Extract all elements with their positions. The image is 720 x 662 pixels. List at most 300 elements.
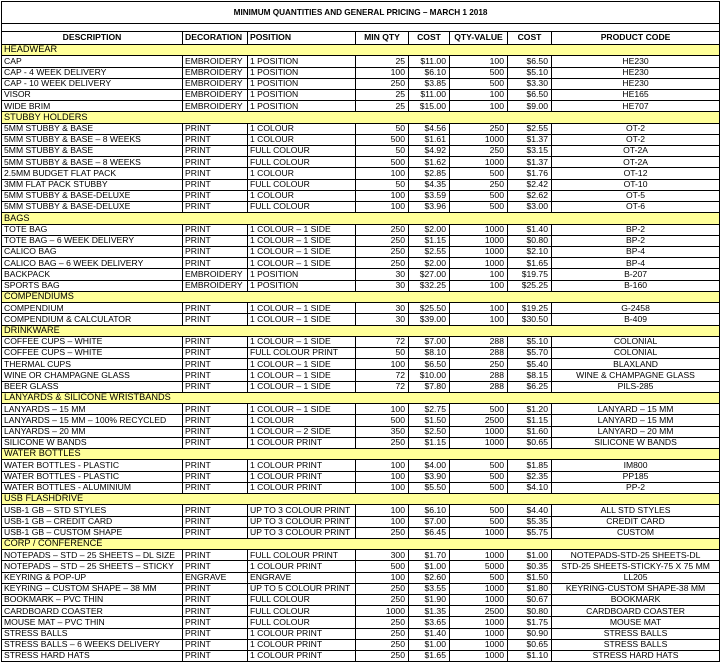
cell-product-code: IM800 xyxy=(552,460,720,471)
cell-product-code: BP-4 xyxy=(552,246,720,257)
cell-cost-2: $1.76 xyxy=(508,168,552,179)
cell-cost-2: $6.50 xyxy=(508,89,552,100)
cell-cost-2: $5.40 xyxy=(508,359,552,370)
cell-qty-value: 1000 xyxy=(450,224,508,235)
cell-cost-2: $19.25 xyxy=(508,303,552,314)
section-row xyxy=(2,448,720,459)
cell-cost-2: $5.10 xyxy=(508,67,552,78)
cell-cost-2: $0.65 xyxy=(508,639,552,650)
table-row xyxy=(2,348,720,359)
cell-qty-value: 2500 xyxy=(450,606,508,617)
cell-decoration: PRINT xyxy=(183,505,248,516)
cell-product-code: LANYARD – 20 MM xyxy=(552,426,720,437)
section-row xyxy=(2,325,720,336)
cell-product-code: NOTEPADS-STD-25 SHEETS-DL xyxy=(552,550,720,561)
header-qty-value: QTY-VALUE xyxy=(450,32,508,45)
cell-product-code: B-160 xyxy=(552,280,720,291)
cell-decoration: PRINT xyxy=(183,235,248,246)
cell-cost: $3.85 xyxy=(409,78,450,89)
cell-position: UP TO 3 COLOUR PRINT xyxy=(248,516,356,527)
cell-position: 1 POSITION xyxy=(248,67,356,78)
cell-product-code: STRESS BALLS xyxy=(552,628,720,639)
cell-decoration: PRINT xyxy=(183,639,248,650)
cell-decoration: PRINT xyxy=(183,179,248,190)
cell-cost-2: $0.80 xyxy=(508,606,552,617)
cell-position: FULL COLOUR xyxy=(248,595,356,606)
cell-cost: $1.50 xyxy=(409,415,450,426)
cell-min-qty: 100 xyxy=(356,359,409,370)
cell-product-code: HE230 xyxy=(552,56,720,67)
cell-product-code: OT-2 xyxy=(552,134,720,145)
cell-position: 1 COLOUR PRINT xyxy=(248,471,356,482)
cell-cost: $8.10 xyxy=(409,348,450,359)
cell-min-qty: 250 xyxy=(356,628,409,639)
cell-position: 1 COLOUR PRINT xyxy=(248,628,356,639)
cell-decoration: PRINT xyxy=(183,123,248,134)
cell-product-code: STRESS BALLS xyxy=(552,639,720,650)
cell-qty-value: 1000 xyxy=(450,134,508,145)
cell-min-qty: 250 xyxy=(356,617,409,628)
cell-description: 3MM FLAT PACK STUBBY xyxy=(2,179,183,190)
cell-cost-2: $1.75 xyxy=(508,617,552,628)
table-row xyxy=(2,650,720,661)
cell-min-qty: 100 xyxy=(356,572,409,583)
cell-qty-value: 500 xyxy=(450,482,508,493)
title-row xyxy=(2,2,720,24)
cell-position: 1 COLOUR xyxy=(248,190,356,201)
cell-qty-value: 1000 xyxy=(450,157,508,168)
cell-cost: $7.00 xyxy=(409,336,450,347)
cell-decoration: PRINT xyxy=(183,314,248,325)
cell-cost: $4.56 xyxy=(409,123,450,134)
cell-qty-value: 500 xyxy=(450,78,508,89)
cell-decoration: EMBROIDERY xyxy=(183,78,248,89)
cell-decoration: PRINT xyxy=(183,595,248,606)
cell-cost-2: $5.75 xyxy=(508,527,552,538)
cell-decoration: PRINT xyxy=(183,617,248,628)
cell-cost: $1.65 xyxy=(409,650,450,661)
cell-description: 5MM STUBBY & BASE xyxy=(2,123,183,134)
cell-cost: $27.00 xyxy=(409,269,450,280)
cell-product-code: OT-12 xyxy=(552,168,720,179)
table-row xyxy=(2,572,720,583)
cell-decoration: PRINT xyxy=(183,628,248,639)
table-row xyxy=(2,561,720,572)
cell-product-code: BLAXLAND xyxy=(552,359,720,370)
cell-min-qty: 300 xyxy=(356,550,409,561)
cell-qty-value: 1000 xyxy=(450,437,508,448)
cell-decoration: PRINT xyxy=(183,190,248,201)
cell-decoration: PRINT xyxy=(183,258,248,269)
cell-cost: $7.00 xyxy=(409,516,450,527)
cell-min-qty: 72 xyxy=(356,336,409,347)
cell-description: 2.5MM BUDGET FLAT PACK xyxy=(2,168,183,179)
cell-qty-value: 1000 xyxy=(450,246,508,257)
cell-qty-value: 500 xyxy=(450,67,508,78)
cell-qty-value: 1000 xyxy=(450,595,508,606)
header-description: DESCRIPTION xyxy=(2,32,183,45)
cell-position: 1 COLOUR PRINT xyxy=(248,460,356,471)
cell-cost-2: $2.10 xyxy=(508,246,552,257)
cell-decoration: PRINT xyxy=(183,527,248,538)
cell-decoration: PRINT xyxy=(183,482,248,493)
section-row xyxy=(2,45,720,56)
cell-min-qty: 250 xyxy=(356,595,409,606)
cell-cost-2: $0.80 xyxy=(508,235,552,246)
cell-position: FULL COLOUR xyxy=(248,146,356,157)
cell-cost-2: $5.35 xyxy=(508,516,552,527)
cell-qty-value: 1000 xyxy=(450,650,508,661)
cell-cost-2: $3.30 xyxy=(508,78,552,89)
cell-decoration: PRINT xyxy=(183,303,248,314)
cell-qty-value: 250 xyxy=(450,123,508,134)
cell-qty-value: 2500 xyxy=(450,415,508,426)
cell-cost: $7.80 xyxy=(409,381,450,392)
cell-decoration: PRINT xyxy=(183,460,248,471)
cell-position: FULL COLOUR PRINT xyxy=(248,550,356,561)
cell-qty-value: 1000 xyxy=(450,426,508,437)
cell-cost-2: $1.37 xyxy=(508,134,552,145)
cell-description: WATER BOTTLES - PLASTIC xyxy=(2,471,183,482)
table-row xyxy=(2,370,720,381)
cell-product-code: HE230 xyxy=(552,67,720,78)
cell-position: 1 COLOUR – 1 SIDE xyxy=(248,246,356,257)
cell-position: 1 COLOUR – 1 SIDE xyxy=(248,404,356,415)
cell-cost-2: $0.90 xyxy=(508,628,552,639)
cell-position: 1 POSITION xyxy=(248,269,356,280)
cell-cost: $3.55 xyxy=(409,583,450,594)
cell-position: FULL COLOUR PRINT xyxy=(248,348,356,359)
cell-decoration: EMBROIDERY xyxy=(183,89,248,100)
section-title: CORP / CONFERENCE xyxy=(2,538,720,549)
table-row xyxy=(2,460,720,471)
cell-min-qty: 500 xyxy=(356,134,409,145)
section-title: LANYARDS & SILICONE WRISTBANDS xyxy=(2,392,720,403)
cell-cost-2: $2.35 xyxy=(508,471,552,482)
cell-description: SILICONE W BANDS xyxy=(2,437,183,448)
cell-position: FULL COLOUR xyxy=(248,179,356,190)
cell-description: USB-1 GB – STD STYLES xyxy=(2,505,183,516)
cell-product-code: OT-2A xyxy=(552,157,720,168)
table-row xyxy=(2,628,720,639)
cell-cost: $3.59 xyxy=(409,190,450,201)
section-title: WATER BOTTLES xyxy=(2,448,720,459)
cell-cost: $11.00 xyxy=(409,56,450,67)
cell-decoration: PRINT xyxy=(183,348,248,359)
cell-cost-2: $0.67 xyxy=(508,595,552,606)
cell-cost-2: $6.25 xyxy=(508,381,552,392)
cell-min-qty: 50 xyxy=(356,179,409,190)
cell-position: 1 COLOUR – 1 SIDE xyxy=(248,314,356,325)
table-row xyxy=(2,583,720,594)
cell-cost: $2.00 xyxy=(409,258,450,269)
cell-position: UP TO 3 COLOUR PRINT xyxy=(248,527,356,538)
cell-decoration: PRINT xyxy=(183,550,248,561)
cell-min-qty: 30 xyxy=(356,303,409,314)
cell-product-code: STRESS HARD HATS xyxy=(552,650,720,661)
cell-decoration: PRINT xyxy=(183,426,248,437)
cell-cost-2: $5.10 xyxy=(508,336,552,347)
cell-cost-2: $4.40 xyxy=(508,505,552,516)
section-row xyxy=(2,538,720,549)
cell-position: 1 COLOUR – 1 SIDE xyxy=(248,359,356,370)
cell-product-code: OT-2 xyxy=(552,123,720,134)
cell-qty-value: 250 xyxy=(450,179,508,190)
cell-position: 1 POSITION xyxy=(248,280,356,291)
cell-position: 1 COLOUR – 1 SIDE xyxy=(248,258,356,269)
cell-cost-2: $0.65 xyxy=(508,437,552,448)
cell-description: LANYARDS – 15 MM xyxy=(2,404,183,415)
header-row xyxy=(2,32,720,45)
cell-description: CAP xyxy=(2,56,183,67)
cell-description: STRESS BALLS – 6 WEEKS DELIVERY xyxy=(2,639,183,650)
cell-min-qty: 50 xyxy=(356,146,409,157)
cell-min-qty: 100 xyxy=(356,190,409,201)
cell-qty-value: 500 xyxy=(450,505,508,516)
cell-decoration: PRINT xyxy=(183,381,248,392)
cell-product-code: STD-25 SHEETS-STICKY-75 X 75 MM xyxy=(552,561,720,572)
table-row xyxy=(2,89,720,100)
cell-qty-value: 1000 xyxy=(450,583,508,594)
cell-product-code: HE230 xyxy=(552,78,720,89)
cell-decoration: PRINT xyxy=(183,246,248,257)
cell-min-qty: 100 xyxy=(356,516,409,527)
cell-qty-value: 288 xyxy=(450,370,508,381)
cell-cost: $25.50 xyxy=(409,303,450,314)
table-row xyxy=(2,303,720,314)
cell-product-code: SILICONE W BANDS xyxy=(552,437,720,448)
cell-description: WATER BOTTLES - PLASTIC xyxy=(2,460,183,471)
cell-qty-value: 100 xyxy=(450,56,508,67)
cell-decoration: PRINT xyxy=(183,404,248,415)
cell-description: BOOKMARK – PVC THIN xyxy=(2,595,183,606)
cell-product-code: HE707 xyxy=(552,101,720,112)
cell-cost-2: $6.50 xyxy=(508,56,552,67)
cell-product-code: COLONIAL xyxy=(552,336,720,347)
cell-cost: $3.96 xyxy=(409,202,450,213)
cell-description: CAP - 4 WEEK DELIVERY xyxy=(2,67,183,78)
cell-cost: $4.92 xyxy=(409,146,450,157)
cell-cost: $2.85 xyxy=(409,168,450,179)
header-min-qty: MIN QTY xyxy=(356,32,409,45)
cell-cost-2: $1.00 xyxy=(508,550,552,561)
table-row xyxy=(2,437,720,448)
cell-qty-value: 288 xyxy=(450,336,508,347)
cell-description: WINE OR CHAMPAGNE GLASS xyxy=(2,370,183,381)
cell-decoration: ENGRAVE xyxy=(183,572,248,583)
table-row xyxy=(2,404,720,415)
section-title: BAGS xyxy=(2,213,720,224)
cell-min-qty: 25 xyxy=(356,89,409,100)
section-row xyxy=(2,392,720,403)
cell-description: NOTEPADS – STD – 25 SHEETS – DL SIZE xyxy=(2,550,183,561)
cell-cost-2: $5.70 xyxy=(508,348,552,359)
cell-min-qty: 50 xyxy=(356,348,409,359)
cell-min-qty: 250 xyxy=(356,583,409,594)
cell-cost-2: $1.40 xyxy=(508,224,552,235)
cell-position: 1 POSITION xyxy=(248,78,356,89)
cell-product-code: PILS-285 xyxy=(552,381,720,392)
cell-position: 1 COLOUR – 2 SIDE xyxy=(248,426,356,437)
table-row xyxy=(2,235,720,246)
cell-cost: $2.75 xyxy=(409,404,450,415)
table-row xyxy=(2,359,720,370)
cell-min-qty: 30 xyxy=(356,269,409,280)
table-row xyxy=(2,56,720,67)
table-row xyxy=(2,527,720,538)
cell-decoration: EMBROIDERY xyxy=(183,101,248,112)
section-row xyxy=(2,112,720,123)
cell-decoration: PRINT xyxy=(183,650,248,661)
cell-min-qty: 250 xyxy=(356,639,409,650)
table-row xyxy=(2,269,720,280)
cell-product-code: MOUSE MAT xyxy=(552,617,720,628)
cell-qty-value: 100 xyxy=(450,89,508,100)
cell-description: COMPENDIUM xyxy=(2,303,183,314)
cell-description: LANYARDS – 20 MM xyxy=(2,426,183,437)
cell-position: 1 COLOUR xyxy=(248,168,356,179)
cell-description: 5MM STUBBY & BASE-DELUXE xyxy=(2,202,183,213)
cell-description: WIDE BRIM xyxy=(2,101,183,112)
cell-qty-value: 100 xyxy=(450,280,508,291)
cell-position: 1 POSITION xyxy=(248,101,356,112)
cell-description: BACKPACK xyxy=(2,269,183,280)
cell-description: TOTE BAG – 6 WEEK DELIVERY xyxy=(2,235,183,246)
cell-qty-value: 500 xyxy=(450,404,508,415)
cell-qty-value: 288 xyxy=(450,381,508,392)
cell-cost-2: $30.50 xyxy=(508,314,552,325)
table-row xyxy=(2,190,720,201)
cell-product-code: CUSTOM xyxy=(552,527,720,538)
cell-cost: $15.00 xyxy=(409,101,450,112)
table-row xyxy=(2,179,720,190)
cell-cost: $1.15 xyxy=(409,235,450,246)
cell-min-qty: 250 xyxy=(356,650,409,661)
cell-min-qty: 100 xyxy=(356,67,409,78)
table-row xyxy=(2,314,720,325)
cell-cost: $1.90 xyxy=(409,595,450,606)
header-product-code: PRODUCT CODE xyxy=(552,32,720,45)
cell-product-code: OT-2A xyxy=(552,146,720,157)
cell-decoration: PRINT xyxy=(183,134,248,145)
table-row xyxy=(2,381,720,392)
header-cost-2: COST xyxy=(508,32,552,45)
cell-description: CALICO BAG – 6 WEEK DELIVERY xyxy=(2,258,183,269)
table-row xyxy=(2,550,720,561)
cell-cost: $10.00 xyxy=(409,370,450,381)
cell-cost: $3.90 xyxy=(409,471,450,482)
cell-description: COFFEE CUPS – WHITE xyxy=(2,336,183,347)
cell-qty-value: 500 xyxy=(450,202,508,213)
cell-cost-2: $9.00 xyxy=(508,101,552,112)
table-row xyxy=(2,505,720,516)
cell-qty-value: 250 xyxy=(450,359,508,370)
cell-qty-value: 1000 xyxy=(450,639,508,650)
cell-description: USB-1 GB – CREDIT CARD xyxy=(2,516,183,527)
cell-position: 1 COLOUR PRINT xyxy=(248,639,356,650)
cell-decoration: PRINT xyxy=(183,168,248,179)
cell-position: 1 COLOUR – 1 SIDE xyxy=(248,235,356,246)
cell-min-qty: 500 xyxy=(356,415,409,426)
cell-product-code: BP-2 xyxy=(552,235,720,246)
cell-min-qty: 250 xyxy=(356,224,409,235)
cell-position: FULL COLOUR xyxy=(248,617,356,628)
cell-product-code: COLONIAL xyxy=(552,348,720,359)
cell-product-code: BOOKMARK xyxy=(552,595,720,606)
table-row xyxy=(2,258,720,269)
cell-product-code: G-2458 xyxy=(552,303,720,314)
cell-qty-value: 500 xyxy=(450,460,508,471)
cell-qty-value: 1000 xyxy=(450,235,508,246)
cell-min-qty: 100 xyxy=(356,404,409,415)
cell-cost-2: $1.50 xyxy=(508,572,552,583)
cell-description: 5MM STUBBY & BASE-DELUXE xyxy=(2,190,183,201)
cell-description: USB-1 GB – CUSTOM SHAPE xyxy=(2,527,183,538)
table-row xyxy=(2,595,720,606)
table-row xyxy=(2,606,720,617)
cell-cost: $1.35 xyxy=(409,606,450,617)
cell-min-qty: 25 xyxy=(356,56,409,67)
cell-description: KEYRING – CUSTOM SHAPE – 38 MM xyxy=(2,583,183,594)
cell-cost-2: $2.55 xyxy=(508,123,552,134)
cell-position: FULL COLOUR xyxy=(248,606,356,617)
cell-description: SPORTS BAG xyxy=(2,280,183,291)
cell-product-code: PP-2 xyxy=(552,482,720,493)
cell-product-code: CARDBOARD COASTER xyxy=(552,606,720,617)
table-row xyxy=(2,426,720,437)
cell-cost-2: $2.62 xyxy=(508,190,552,201)
cell-cost: $2.55 xyxy=(409,246,450,257)
cell-qty-value: 1000 xyxy=(450,628,508,639)
cell-cost: $39.00 xyxy=(409,314,450,325)
cell-cost: $1.40 xyxy=(409,628,450,639)
table-row xyxy=(2,202,720,213)
cell-min-qty: 100 xyxy=(356,482,409,493)
spacer-row xyxy=(2,24,720,32)
section-row xyxy=(2,493,720,504)
cell-min-qty: 30 xyxy=(356,314,409,325)
cell-qty-value: 500 xyxy=(450,572,508,583)
cell-cost: $1.62 xyxy=(409,157,450,168)
cell-qty-value: 250 xyxy=(450,146,508,157)
cell-cost-2: $2.42 xyxy=(508,179,552,190)
cell-product-code: LL205 xyxy=(552,572,720,583)
cell-product-code: BP-4 xyxy=(552,258,720,269)
cell-decoration: EMBROIDERY xyxy=(183,56,248,67)
cell-min-qty: 100 xyxy=(356,168,409,179)
table-row xyxy=(2,157,720,168)
table-row xyxy=(2,516,720,527)
cell-cost: $1.70 xyxy=(409,550,450,561)
cell-decoration: EMBROIDERY xyxy=(183,280,248,291)
table-row xyxy=(2,280,720,291)
cell-qty-value: 1000 xyxy=(450,550,508,561)
cell-product-code: ALL STD STYLES xyxy=(552,505,720,516)
cell-position: 1 COLOUR PRINT xyxy=(248,482,356,493)
cell-cost-2: $1.37 xyxy=(508,157,552,168)
cell-qty-value: 1000 xyxy=(450,527,508,538)
cell-position: 1 COLOUR xyxy=(248,415,356,426)
cell-cost: $4.35 xyxy=(409,179,450,190)
cell-description: NOTEPADS – STD – 25 SHEETS – STICKY xyxy=(2,561,183,572)
cell-position: 1 COLOUR PRINT xyxy=(248,650,356,661)
cell-description: CAP - 10 WEEK DELIVERY xyxy=(2,78,183,89)
cell-min-qty: 25 xyxy=(356,101,409,112)
cell-description: COMPENDIUM & CALCULATOR xyxy=(2,314,183,325)
table-row xyxy=(2,224,720,235)
cell-qty-value: 100 xyxy=(450,101,508,112)
cell-cost-2: $19.75 xyxy=(508,269,552,280)
